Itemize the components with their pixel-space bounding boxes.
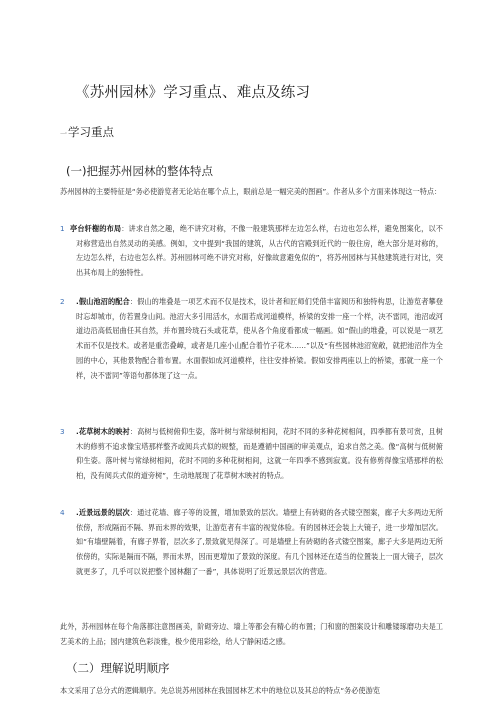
list-item-text: ：高树与低树俯仰生姿，落叶树与常绿树相间，花时不同的多种花树相间，四季都有景可赏，且树木的修剪不追求像宝塔那样整齐或阅兵式似的规整，而是遵循中国画的审美观点，追求自然之美。像“高树与低树俯仰生姿。落叶树与常绿树相间，花时不同的多种花树相间，这就一年四季不感到寂寞。没有修剪得像宝塔那样的松柏，没有阅兵式似的道旁树”，生动地展现了花草树木映衬的特点。	[76, 427, 443, 481]
list-item-text: ：假山的堆叠是一项艺术而不仅是技术，设计者和匠师们凭借丰富阅历和独特构思，让游览者攀登时忘却城市，仿若置身山间。池沼大多引用活水，水面若成河道模样，桥梁的安排一座一个样，决不雷同，池沼或河道边沿高低屈曲任其自然，并布置玲珑石头或花草，使从各个角度看都成一幅画。如“假山的堆叠，可以说是一项艺术而不仅是技术。或者是重峦叠嶂，或者是几座小山配合着竹子花木……”以及“有些园林池沼宽敞，就把池沼作为全园的中心，其他景物配合着布置。水面假如成河道模样，往往安排桥梁。假如安排两座以上的桥梁，那就一座一个样，决不雷同”等语句都体现了这一点。	[76, 297, 443, 380]
section-heading-label: 学习重点	[68, 125, 114, 139]
outro-paragraph: 此外，苏州园林在每个角落都注意图画美，阶砌旁边、墙上等都会有精心的布置；门和窗的图案设计和雕镂琢磨功夫是工艺美术的上品；园内建筑色彩淡雅，极少使用彩绘，给人宁静闲适之感。	[60, 622, 443, 646]
list-item-lead: .近景远景的层次	[76, 508, 130, 518]
list-item-number: 4	[60, 508, 65, 517]
document-title: 《苏州园林》学习重点、难点及练习	[75, 85, 311, 101]
list-item-lead: .假山池沼的配合	[76, 297, 130, 307]
list-item-layers	[60, 506, 443, 580]
list-item-plants	[60, 425, 443, 484]
intro-paragraph: 苏州园林的主要特征是“务必使游览者无论站在哪个点上，眼前总是一幅完美的图画”。作者从多个方面来体现这一特点：	[60, 187, 442, 196]
list-item-body	[70, 222, 443, 281]
list-item-layout	[60, 222, 443, 281]
section-marker: 一	[60, 130, 67, 138]
list-item-body	[76, 506, 443, 580]
list-item-lead: 亭台轩榭的布局	[70, 224, 122, 234]
subheading-explanation-order: （二）理解说明顺序	[66, 661, 170, 675]
section-heading-key-points	[60, 124, 114, 140]
list-item-number: 3	[60, 427, 65, 436]
subheading-overall-features: (一)把握苏州园林的整体特点	[66, 164, 213, 178]
closing-paragraph: 本文采用了总分式的逻辑顺序。先总说苏州园林在我国园林艺术中的地位以及其总的特点“务必使游览	[60, 686, 380, 695]
list-item-text: ：讲求自然之趣，绝不讲究对称，不像一般建筑那样左边怎么样，右边也怎么样，避免图案化，以不对称营造出自然灵动的美感。例如，文中提到“我国的建筑，从古代的宫殿到近代的一般住房，绝大部分是对称的，左边怎么样，右边也怎么样。苏州园林可绝不讲究对称，好像故意避免似的”，将苏州园林与其他建筑进行对比，突出其布局上的独特性。	[76, 224, 443, 278]
list-item-text: ：通过花墙、廊子等的设置，增加景致的层次。墙壁上有砖砌的各式镂空图案，廊子大多两边无所依傍，形成隔而不隔、界而未界的效果，让游览者有丰富的视觉体验。有的园林还会装上大镜子，进一步增加层次。如“有墙壁隔着，有廊子界着，层次多了,景致就见得深了。可是墙壁上有砖砌的各式镂空图案，廊子大多是两边无所依傍的，实际是隔而不隔，界而未界，因而更增加了景致的深度。有几个园林还在适当的位置装上一面大镜子，层次就更多了，几乎可以说把整个园林翻了一番”，具体说明了近景远景层次的营造。	[76, 508, 443, 576]
list-item-body	[76, 295, 443, 383]
list-item-lead: .花草树木的映衬	[76, 427, 130, 437]
list-item-body	[76, 425, 443, 484]
list-item-number: 2	[60, 297, 65, 306]
list-item-rockery	[60, 295, 443, 383]
list-item-number: 1	[60, 224, 65, 233]
